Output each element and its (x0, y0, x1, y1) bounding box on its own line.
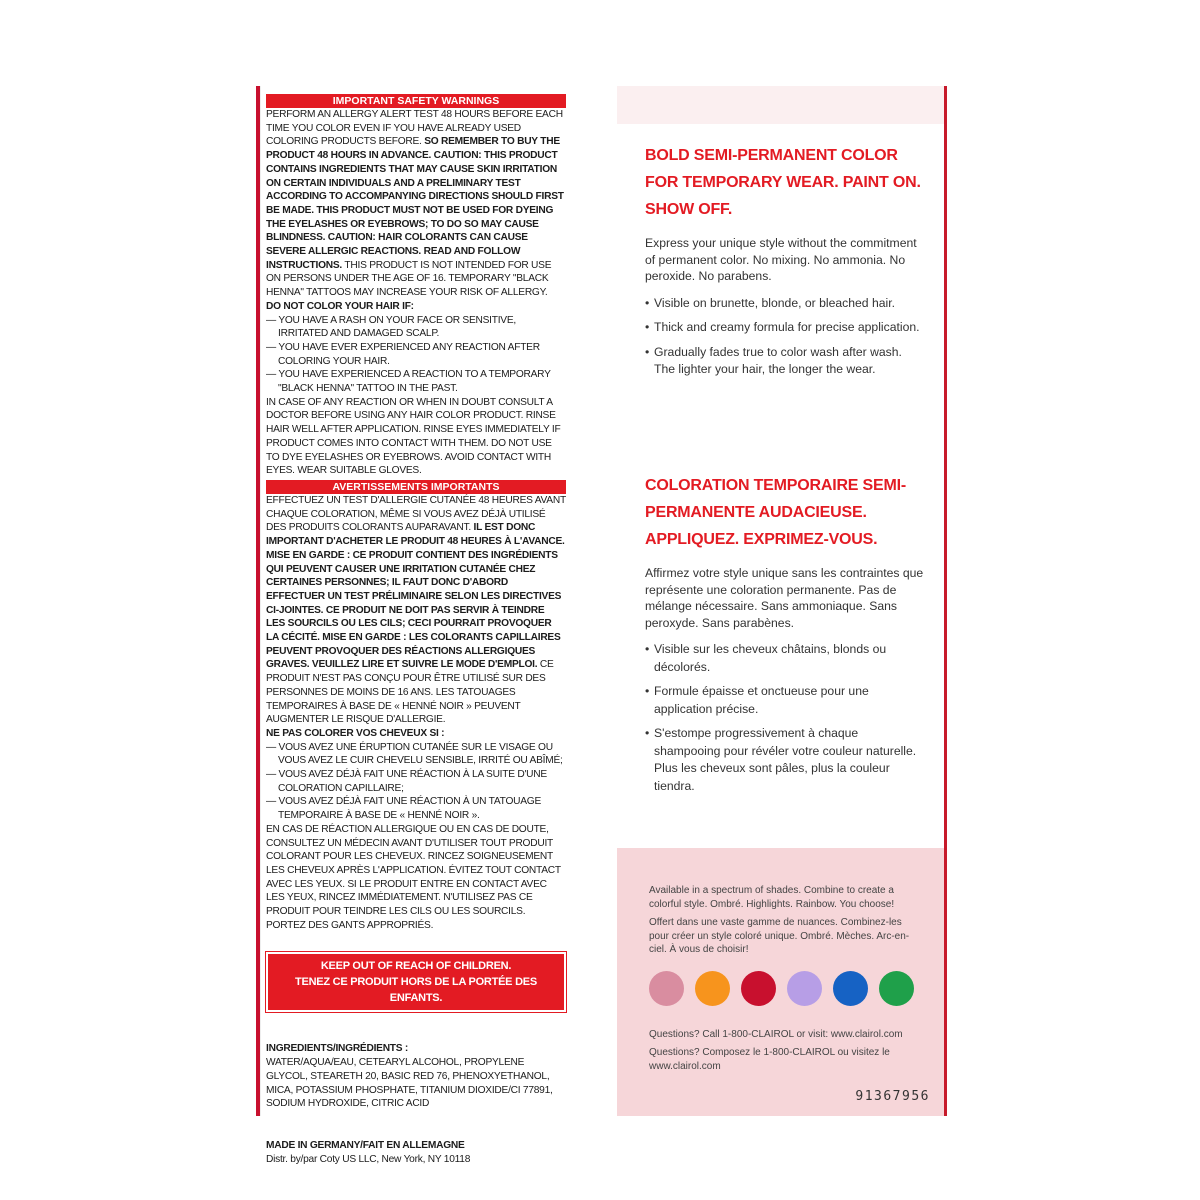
english-bullet-3: • Gradually fades true to color wash after wash. The lighter your hair, the longer the wear. (645, 344, 925, 379)
do-not-item-2: — YOU HAVE EVER EXPERIENCED ANY REACTION AFTER COLORING YOUR HAIR. (266, 341, 540, 367)
french-bullet-2: • Formule épaisse et onctueuse pour une application précise. (645, 683, 925, 718)
warnings-content (266, 94, 566, 1166)
do-not-item-3: — YOU HAVE EXPERIENCED A REACTION TO A TEMPORARY "BLACK HENNA" TATTOO IN THE PAST. (266, 369, 551, 395)
safety-warnings-header: IMPORTANT SAFETY WARNINGS (266, 94, 566, 108)
shades-content (649, 884, 924, 1078)
safety-p1-end: THIS PRODUCT IS NOT INTENDED FOR USE ON PERSONS UNDER THE AGE OF 16. TEMPORARY "BLACK HENNA" TATTOOS MAY INCREASE YOUR RISK OF ALLERGY. (266, 259, 552, 299)
safety-warnings-fr (266, 494, 566, 933)
english-bullets (645, 295, 925, 379)
safety-warnings-en (266, 108, 566, 478)
warnings-panel (256, 86, 573, 1165)
ingredients-block (266, 1042, 566, 1111)
fr-do-not-item-1: — VOUS AVEZ UNE ÉRUPTION CUTANÉE SUR LE VISAGE OU VOUS AVEZ LE CUIR CHEVELU SENSIBLE, IRRITÉ OU ABÎMÉ; (266, 741, 563, 767)
french-headline: COLORATION TEMPORAIRE SEMI-PERMANENTE AUDACIEUSE. APPLIQUEZ. EXPRIMEZ-VOUS. (645, 477, 906, 548)
english-bullet-2: • Thick and creamy formula for precise application. (645, 319, 925, 337)
top-tint-band (617, 86, 944, 124)
french-warnings-header: AVERTISSEMENTS IMPORTANTS (266, 480, 566, 494)
fr-p1-end: CE PRODUIT N'EST PAS CONÇU POUR ÊTRE UTILISÉ SUR DES PERSONNES DE MOINS DE 16 ANS. LES TATOUAGES TEMPORAIRES À BASE DE « HENNÉ NOIR » PEUVENT AUGMENTER LE RISQUE D'ALLERGIE. (266, 659, 554, 726)
product-info-panel (617, 86, 947, 1116)
safety-p2: IN CASE OF ANY REACTION OR WHEN IN DOUBT CONSULT A DOCTOR BEFORE USING ANY HAIR COLOR PRODUCT. RINSE HAIR WELL AFTER APPLICATION. RINSE EYES IMMEDIATELY IF PRODUCT COMES INTO CONTACT WITH THEM. DO NOT USE TO DYE EYELASHES OR EYEBROWS. AVOID CONTACT WITH EYES. WEAR SUITABLE GLOVES. (266, 396, 561, 477)
swatch-orange (695, 971, 730, 1006)
do-not-color-heading: DO NOT COLOR YOUR HAIR IF: (266, 300, 414, 312)
english-headline: BOLD SEMI-PERMANENT COLOR FOR TEMPORARY WEAR. PAINT ON. SHOW OFF. (645, 147, 921, 218)
made-in-label: MADE IN GERMANY/FAIT EN ALLEMAGNE (266, 1140, 465, 1151)
swatch-green (879, 971, 914, 1006)
shades-text-fr: Offert dans une vaste gamme de nuances. Combinez-les pour créer un style coloré unique. Ombré. Mèches. Arc-en-ciel. À vous de choisir! (649, 917, 910, 955)
keep-out-en: KEEP OUT OF REACH OF CHILDREN. (320, 960, 512, 973)
french-section (645, 472, 925, 802)
product-code: 91367956 (855, 1089, 930, 1104)
english-section (645, 142, 925, 386)
safety-p1: PERFORM AN ALLERGY ALERT TEST 48 HOURS BEFORE EACH TIME YOU COLOR EVEN IF YOU HAVE ALREADY USED COLORING PRODUCTS BEFORE. (266, 109, 563, 148)
keep-out-fr: TENEZ CE PRODUIT HORS DE LA PORTÉE DES ENFANTS. (295, 976, 537, 1005)
swatch-blue (833, 971, 868, 1006)
english-description: Express your unique style without the commitment of permanent color. No mixing. No ammonia. No peroxide. No parabens. (645, 236, 917, 283)
swatch-lavender (787, 971, 822, 1006)
french-bullet-1: • Visible sur les cheveux châtains, blonds ou décolorés. (645, 641, 925, 676)
fr-do-not-item-2: — VOUS AVEZ DÉJÀ FAIT UNE RÉACTION À LA SUITE D'UNE COLORATION CAPILLAIRE; (266, 769, 547, 794)
distributor-label: Distr. by/par Coty US LLC, New York, NY 10118 (266, 1153, 471, 1165)
swatch-red (741, 971, 776, 1006)
ingredients-label: INGREDIENTS/INGRÉDIENTS : (266, 1043, 409, 1055)
do-not-item-1: — YOU HAVE A RASH ON YOUR FACE OR SENSITIVE, IRRITATED AND DAMAGED SCALP. (266, 314, 516, 340)
manufacturer-block (266, 1139, 566, 1166)
safety-p1-bold: SO REMEMBER TO BUY THE PRODUCT 48 HOURS IN ADVANCE. CAUTION: THIS PRODUCT CONTAINS INGREDIENTS THAT MAY CAUSE SKIN IRRITATION ON CERTAIN INDIVIDUALS AND A PRELIMINARY TEST ACCORDING TO ACCOMPANYING DIRECTIONS SHOULD FIRST BE MADE. THIS PRODUCT MUST NOT BE USED FOR DYEING THE EYELASHES OR EYEBROWS; TO DO SO MAY CAUSE BLINDNESS. CAUTION: HAIR COLORANTS CAN CAUSE SEVERE ALLERGIC REACTIONS. READ AND FOLLOW INSTRUCTIONS. (266, 136, 564, 271)
fr-p1-bold: IL EST DONC IMPORTANT D'ACHETER LE PRODUIT 48 HEURES À L'AVANCE. MISE EN GARDE : CE PRODUIT CONTIENT DES INGRÉDIENTS QUI PEUVENT CAUSER UNE IRRITATION CUTANÉE CHEZ CERTAINES PERSONNES; IL FAUT DONC D'ABORD EFFECTUER UN TEST PRÉLIMINAIRE SELON LES DIRECTIVES CI-JOINTES. CE PRODUIT NE DOIT PAS SERVIR À TEINDRE LES SOURCILS OU LES CILS; CECI POURRAIT PROVOQUER LA CÉCITÉ. MISE EN GARDE : LES COLORANTS CAPILLAIRES PEUVENT PROVOQUER DES RÉACTIONS ALLERGIQUES GRAVES. VEUILLEZ LIRE ET SUIVRE LE MODE D'EMPLOI. (266, 522, 565, 671)
color-swatches (649, 971, 924, 1006)
shades-text-en: Available in a spectrum of shades. Combine to create a colorful style. Ombré. Highlights. Rainbow. You choose! (649, 885, 895, 910)
french-bullet-3: • S'estompe progressivement à chaque shampooing pour révéler votre couleur naturelle. Plus les cheveux sont pâles, plus la couleur tiendra. (645, 725, 925, 795)
swatch-pink (649, 971, 684, 1006)
fr-do-not-item-3: — VOUS AVEZ DÉJÀ FAIT UNE RÉACTION À UN TATOUAGE TEMPORAIRE À BASE DE « HENNÉ NOIR ». (266, 796, 541, 822)
ingredients-list: WATER/AQUA/EAU, CETEARYL ALCOHOL, PROPYLENE GLYCOL, STEARETH 20, BASIC RED 76, PHENOXYETHANOL, MICA, POTASSIUM PHOSPHATE, TITANIUM DIOXIDE/CI 77891, SODIUM HYDROXIDE, CITRIC ACID (266, 1057, 553, 1110)
questions-en: Questions? Call 1-800-CLAIROL or visit: www.clairol.com (649, 1028, 903, 1040)
french-bullets (645, 641, 925, 795)
shades-band (617, 848, 944, 1116)
keep-out-of-reach-box (266, 952, 566, 1012)
english-bullet-1: • Visible on brunette, blonde, or bleached hair. (645, 295, 925, 313)
fr-p2: EN CAS DE RÉACTION ALLERGIQUE OU EN CAS DE DOUTE, CONSULTEZ UN MÉDECIN AVANT D'UTILISER TOUT PRODUIT COLORANT POUR LES CHEVEUX. RINCEZ SOIGNEUSEMENT LES CHEVEUX APRÈS L'APPLICATION. ÉVITEZ TOUT CONTACT AVEC LES YEUX. SI LE PRODUIT ENTRE EN CONTACT AVEC LES YEUX, RINCEZ IMMÉDIATEMENT. N'UTILISEZ PAS CE PRODUIT POUR TEINDRE LES CILS OU LES SOURCILS. PORTEZ DES GANTS APPROPRIÉS. (266, 823, 561, 931)
french-description: Affirmez votre style unique sans les contraintes que représente une coloration permanente. Pas de mélange nécessaire. Sans ammoniaque. Sans peroxyde. Sans parabènes. (645, 566, 924, 630)
questions-fr: Questions? Composez le 1-800-CLAIROL ou visitez le www.clairol.com (649, 1047, 890, 1072)
fr-do-not-heading: NE PAS COLORER VOS CHEVEUX SI : (266, 727, 445, 739)
fr-p1: EFFECTUEZ UN TEST D'ALLERGIE CUTANÉE 48 HEURES AVANT CHAQUE COLORATION, MÊME SI VOUS AVEZ DÉJÀ UTILISÉ DES PRODUITS COLORANTS AUPARAVANT. (266, 494, 566, 534)
